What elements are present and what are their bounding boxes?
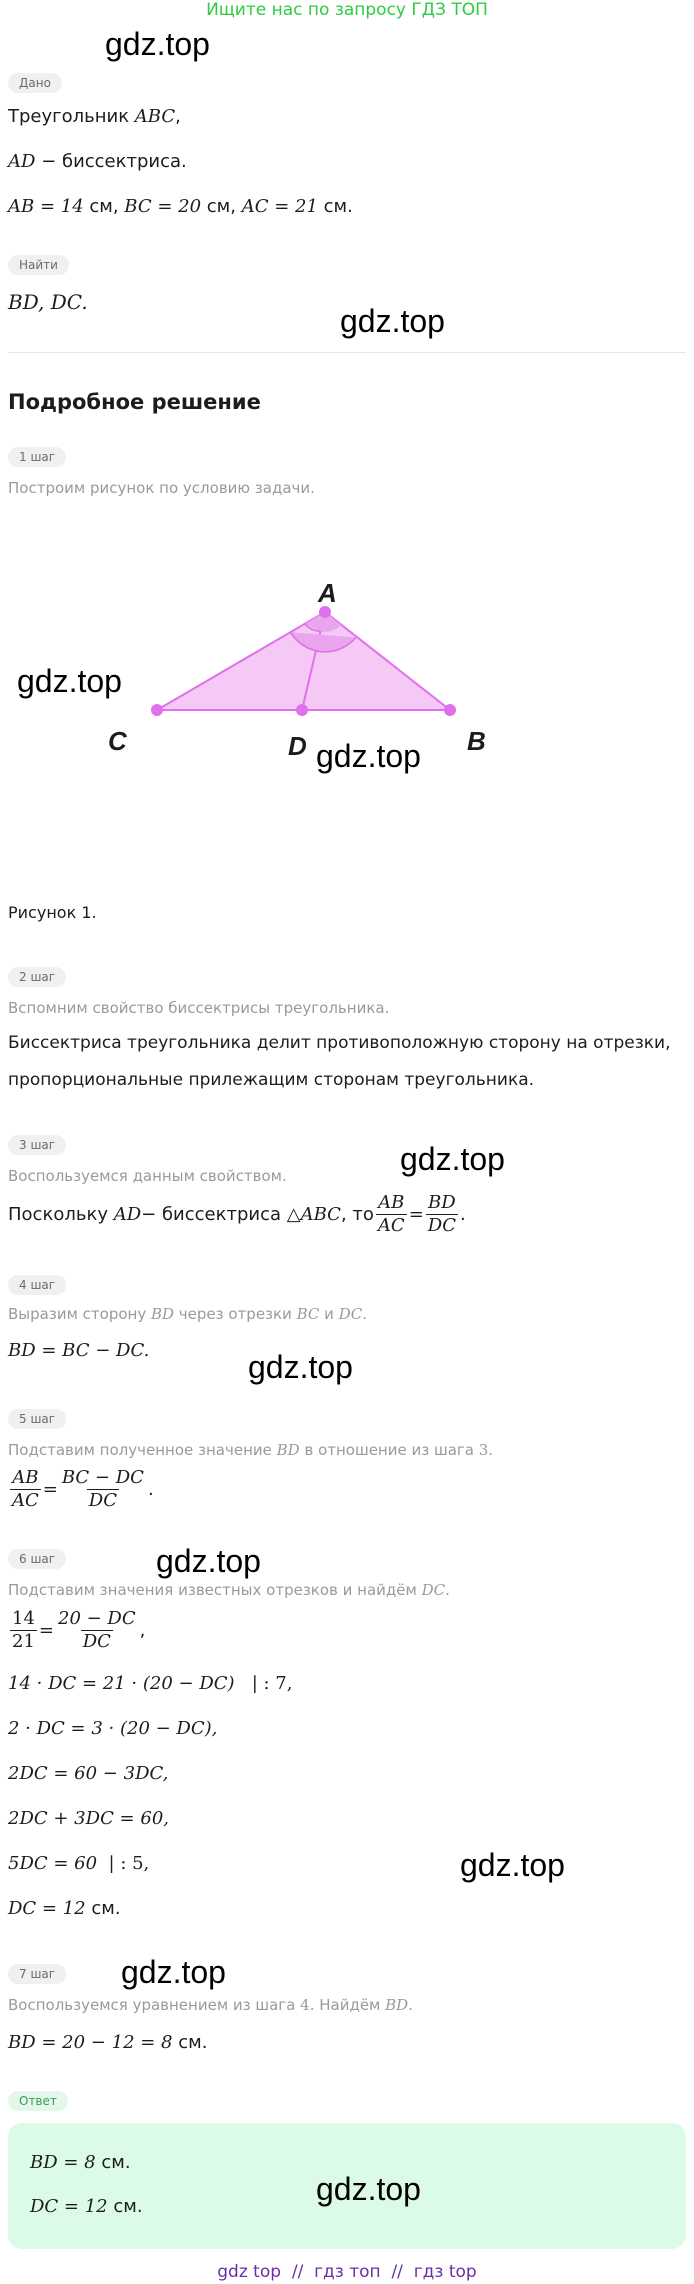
fraction-denominator: DC — [82, 1630, 111, 1652]
figure-caption: Рисунок 1. — [8, 903, 97, 922]
step-4-text: Выразим сторону — [8, 1305, 151, 1323]
point-d — [296, 704, 308, 716]
watermark: gdz.top — [105, 26, 210, 62]
step-3-text: Поскольку — [8, 1204, 108, 1226]
watermark: gdz.top — [121, 1954, 226, 1990]
step-3-text: − биссектриса — [141, 1204, 282, 1226]
fraction-numerator: 20 − DC — [58, 1608, 136, 1629]
equation: 14 · DC = 21 · (20 − DC) — [8, 1673, 235, 1694]
unit-text: см. — [107, 2196, 143, 2217]
label-c: C — [108, 726, 127, 756]
point-c — [151, 704, 163, 716]
step-7-text: . — [408, 1996, 413, 2014]
watermark: gdz.top — [316, 2171, 421, 2207]
step-5-text: Подставим полученное значение — [8, 1441, 277, 1459]
answer-math: DC = 12 — [30, 2196, 108, 2217]
equals-sign: = — [38, 1620, 54, 1642]
given-text: см, — [201, 196, 242, 217]
step-1-badge: 1 шаг — [8, 447, 66, 467]
given-text: см. — [317, 196, 353, 217]
step-6-eq-6 — [8, 1853, 149, 1874]
equation: 5DC = 60 — [8, 1853, 98, 1874]
step-4-text: и — [319, 1305, 339, 1323]
fraction-numerator: BD — [428, 1192, 456, 1213]
footer-links[interactable]: gdz top // гдз топ // гдз top — [217, 2262, 477, 2282]
step-1-text: Построим рисунок по условию задачи. — [8, 479, 315, 497]
fraction — [376, 1193, 407, 1236]
label-d: D — [288, 731, 307, 761]
answer-dc — [30, 2196, 143, 2217]
step-2-line-2: пропорциональные прилежащим сторонам треугольника. — [8, 1070, 535, 1090]
fraction — [10, 1468, 41, 1511]
step-6-text: Подставим значения известных отрезков и найдём — [8, 1581, 422, 1599]
step-4-math: DC — [338, 1305, 363, 1323]
unit-text: см. — [172, 2032, 208, 2053]
step-5-text: . — [488, 1441, 494, 1459]
step-6-badge: 6 шаг — [8, 1549, 66, 1569]
step-6-eq-7 — [8, 1898, 121, 1919]
division-note: | : 7, — [234, 1673, 293, 1694]
label-b: B — [467, 726, 486, 756]
step-6-eq-2 — [8, 1673, 292, 1694]
given-math: AC = 21 — [241, 196, 318, 217]
solution-title: Подробное решение — [8, 390, 261, 414]
given-text: , — [175, 106, 181, 127]
unit-text: см. — [95, 2152, 131, 2173]
step-7-text: Воспользуемся уравнением из шага — [8, 1996, 301, 2014]
step-4-formula: BD = BC − DC. — [8, 1340, 150, 1361]
step-6-math: DC — [421, 1581, 446, 1599]
fraction-numerator: 14 — [12, 1608, 35, 1629]
equation: DC = 12 — [8, 1898, 86, 1919]
step-3-text: , то — [340, 1204, 374, 1226]
fraction-denominator: AC — [12, 1489, 39, 1511]
step-5-text: в отношение из шага — [299, 1441, 479, 1459]
punctuation: . — [147, 1479, 154, 1501]
triangle-abc — [157, 612, 450, 710]
given-math: BC = 20 — [124, 196, 202, 217]
step-3-math: AD — [113, 1204, 142, 1226]
equals-sign: = — [408, 1204, 424, 1226]
step-5-math: 3 — [478, 1441, 489, 1459]
step-4-text: через отрезки — [174, 1305, 297, 1323]
step-5-muted — [8, 1441, 493, 1459]
step-3-math: △ABC — [286, 1204, 341, 1226]
answer-badge: Ответ — [8, 2091, 68, 2111]
point-b — [444, 704, 456, 716]
given-text: Треугольник — [8, 106, 135, 127]
step-5-formula — [8, 1468, 154, 1511]
watermark: gdz.top — [460, 1847, 565, 1883]
given-line-1 — [8, 106, 181, 127]
fraction — [60, 1468, 146, 1511]
step-6-eq-5: 2DC + 3DC = 60, — [8, 1808, 169, 1829]
fraction-denominator: DC — [427, 1214, 456, 1236]
step-2-line-1: Биссектриса треугольника делит противоположную сторону на отрезки, — [8, 1033, 671, 1053]
step-4-muted — [8, 1305, 367, 1323]
watermark: gdz.top — [248, 1349, 353, 1385]
find-badge: Найти — [8, 255, 69, 275]
watermark: gdz.top — [400, 1141, 505, 1177]
find-value: BD, DC. — [8, 290, 88, 314]
step-3-badge: 3 шаг — [8, 1135, 66, 1155]
step-5-math: BD — [276, 1441, 300, 1459]
given-math: AD — [8, 151, 36, 172]
step-4-badge: 4 шаг — [8, 1275, 66, 1295]
fraction — [10, 1609, 37, 1652]
unit-text: см. — [85, 1898, 121, 1919]
step-7-math: BD — [385, 1996, 409, 2014]
step-7-badge: 7 шаг — [8, 1964, 66, 1984]
given-text: − биссектриса. — [35, 151, 187, 172]
step-7-muted — [8, 1996, 413, 2014]
given-badge: Дано — [8, 73, 62, 93]
given-text: см, — [83, 196, 125, 217]
watermark: gdz.top — [316, 738, 421, 774]
watermark: gdz.top — [156, 1543, 261, 1579]
step-5-badge: 5 шаг — [8, 1409, 66, 1429]
step-3-muted: Воспользуемся данным свойством. — [8, 1167, 287, 1185]
given-line-2 — [8, 151, 187, 172]
punctuation: . — [460, 1204, 466, 1226]
step-6-fraction-line — [8, 1609, 145, 1652]
step-4-text: . — [362, 1305, 367, 1323]
fraction-denominator: AC — [377, 1214, 405, 1236]
step-6-muted — [8, 1581, 450, 1599]
fraction-numerator: AB — [378, 1192, 405, 1213]
answer-bd — [30, 2152, 131, 2173]
fraction-denominator: 21 — [12, 1630, 35, 1652]
watermark: gdz.top — [17, 663, 122, 699]
divider — [8, 352, 686, 353]
fraction — [426, 1193, 458, 1236]
step-4-math: BC — [296, 1305, 320, 1323]
step-3-formula — [8, 1193, 466, 1236]
step-7-math: 4 — [300, 1996, 310, 2014]
fraction-numerator: BC − DC — [61, 1467, 144, 1488]
step-6-eq-4: 2DC = 60 − 3DC, — [8, 1763, 169, 1784]
label-a: A — [318, 578, 337, 608]
answer-math: BD = 8 — [30, 2152, 96, 2173]
equation: BD = 20 − 12 = 8 — [8, 2032, 173, 2053]
fraction-numerator: AB — [12, 1467, 39, 1488]
step-4-math: BD — [150, 1305, 175, 1323]
watermark: gdz.top — [340, 303, 445, 339]
fraction-denominator: DC — [88, 1489, 118, 1511]
step-6-text: . — [445, 1581, 450, 1599]
equals-sign: = — [42, 1479, 58, 1501]
step-2-muted: Вспомним свойство биссектрисы треугольника. — [8, 999, 390, 1017]
step-7-text: . Найдём — [309, 1996, 386, 2014]
step-7-formula — [8, 2032, 207, 2053]
punctuation: , — [139, 1620, 146, 1642]
top-search-link[interactable]: Ищите нас по запросу ГДЗ ТОП — [206, 0, 488, 20]
given-math: AB = 14 — [8, 196, 84, 217]
given-line-3 — [8, 196, 353, 217]
given-math: ABC — [134, 106, 176, 127]
triangle-figure — [0, 560, 694, 780]
division-note: | : 5, — [97, 1853, 150, 1874]
fraction — [56, 1609, 138, 1652]
step-2-badge: 2 шаг — [8, 967, 66, 987]
step-6-eq-3: 2 · DC = 3 · (20 − DC), — [8, 1718, 218, 1739]
